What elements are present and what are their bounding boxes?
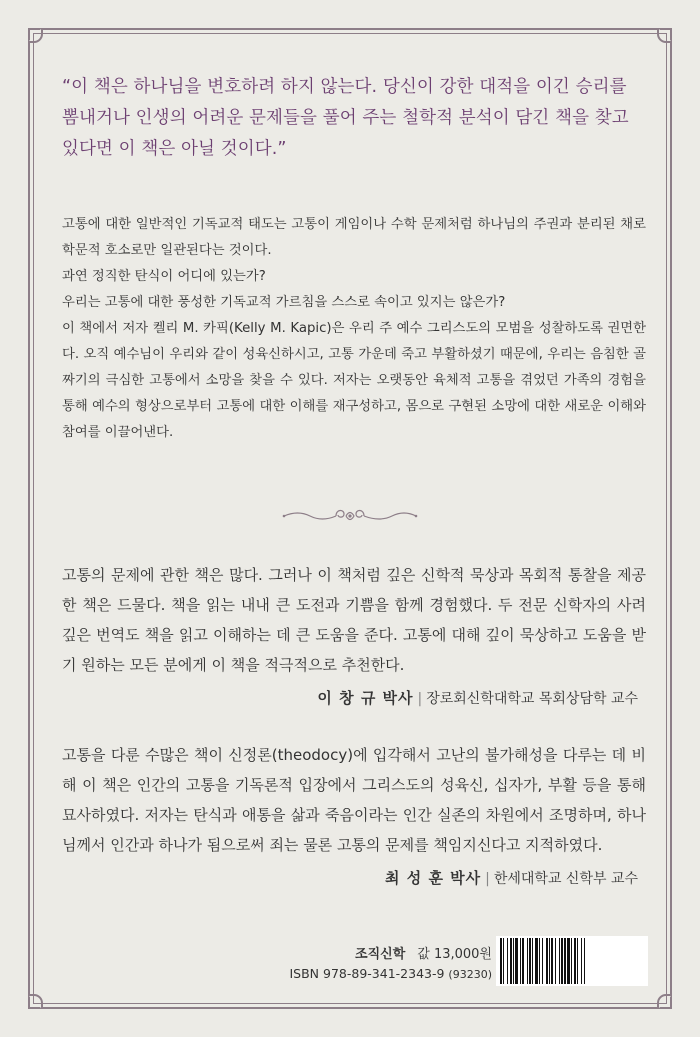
endorsement-text: 고통의 문제에 관한 책은 많다. 그러나 이 책처럼 깊은 신학적 묵상과 목회적 통찰을 제공한 책은 드물다. 책을 읽는 내내 큰 도전과 기쁨을 함께 경험했다. 두 전문 신학자의 사려 깊은 번역도 책을 읽고 이해하는 데 큰 도움을 준다. 고통에 대해 깊이 묵상하고 도움을 받기 원하는 모든 분에게 이 책을 적극적으로 추천한다.: [62, 566, 646, 674]
isbn-number: ISBN 978-89-341-2343-9: [289, 966, 445, 981]
description-paragraph: 우리는 고통에 대한 풍성한 기독교적 가르침을 스스로 속이고 있지는 않은가?: [62, 295, 506, 310]
corner-ornament-icon: [642, 28, 672, 58]
corner-ornament-icon: [28, 979, 58, 1009]
quote-line: “이 책은 하나님을 변호하려 하지 않는다. 당신이 강한 대적을 이긴 승리를: [62, 77, 627, 97]
endorser-affiliation: 장로회신학대학교 목회상담학 교수: [426, 691, 638, 707]
description-paragraph: 과연 정직한 탄식이 어디에 있는가?: [62, 269, 266, 284]
corner-ornament-icon: [28, 28, 58, 58]
isbn-addon: (93230): [448, 968, 492, 981]
price-label: 값 13,000원: [417, 947, 492, 962]
isbn-line: [289, 966, 492, 981]
pull-quote: [62, 72, 652, 165]
endorsement-2-attribution: [385, 867, 638, 888]
endorser-affiliation: 한세대학교 신학부 교수: [493, 871, 638, 887]
endorser-name: 이 창 규 박사: [317, 689, 414, 707]
endorsement-1: [62, 560, 646, 680]
separator: |: [417, 691, 423, 707]
category-price: [355, 943, 492, 962]
endorsement-2: [62, 740, 646, 860]
separator: |: [485, 871, 490, 887]
category-label: 조직신학: [355, 947, 406, 962]
quote-line: 있다면 이 책은 아닐 것이다.”: [62, 139, 287, 159]
flourish-divider-icon: [280, 505, 420, 527]
endorsement-1-attribution: [317, 687, 638, 708]
description-paragraph: 고통에 대한 일반적인 기독교적 태도는 고통이 게임이나 수학 문제처럼 하나님의 주권과 분리된 채로 학문적 호소로만 일관된다는 것이다.: [62, 217, 646, 258]
endorser-name: 최 성 훈 박사: [385, 869, 482, 887]
barcode-icon: [496, 936, 648, 986]
description-paragraph: 이 책에서 저자 켈리 M. 카픽(Kelly M. Kapic)은 우리 주 예수 그리스도의 모범을 성찰하도록 권면한다. 오직 예수님이 우리와 같이 성육신하시고, 고통 가운데 죽고 부활하셨기 때문에, 우리는 음침한 골짜기의 극심한 고통에서 소망을 찾을 수 있다. 저자는 오랫동안 육체적 고통을 겪었던 가족의 경험을 통해 예수의 형상으로부터 고통에 대한 이해를 재구성하고, 몸으로 구현된 소망에 대한 새로운 이해와 참여를 이끌어낸다.: [62, 321, 646, 440]
endorsement-text: 고통을 다룬 수많은 책이 신정론(theodocy)에 입각해서 고난의 불가해성을 다루는 데 비해 이 책은 인간의 고통을 기독론적 입장에서 그리스도의 성육신, 십자가, 부활 등을 통해 묘사하였다. 저자는 탄식과 애통을 삶과 죽음이라는 인간 실존의 차원에서 조명하며, 하나님께서 인간과 하나가 됨으로써 죄는 물론 고통의 문제를 책임지신다고 지적하였다.: [62, 746, 646, 854]
quote-line: 뽐내거나 인생의 어려운 문제들을 풀어 주는 철학적 분석이 담긴 책을 찾고: [62, 108, 629, 128]
book-description: [62, 212, 646, 446]
